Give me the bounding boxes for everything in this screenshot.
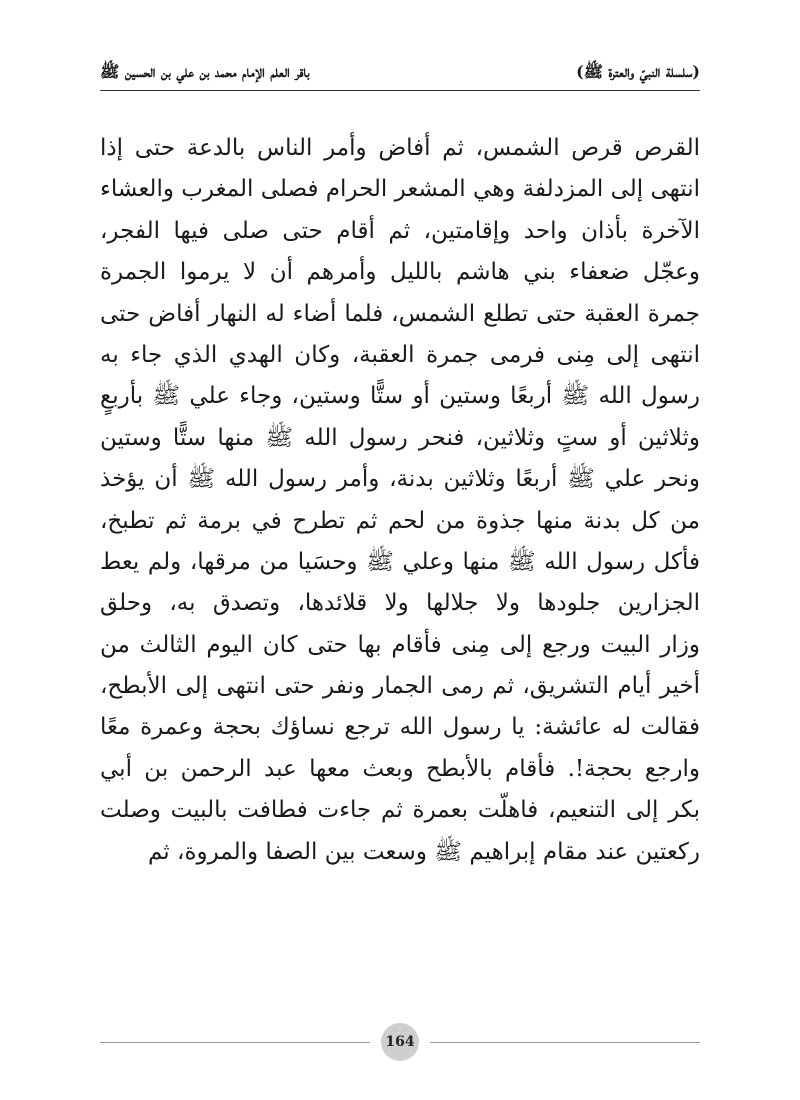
text-line: انتهى إلى مِنى فرمى جمرة العقبة، وكان الهدي الذي جاء به [100,341,700,368]
text-line: ونحر علي ﷺ أربعًا وثلاثين بدنة، وأمر رسول الله ﷺ أن يؤخذ [100,466,700,493]
text-line: جمرة العقبة حتى تطلع الشمس، فلما أضاء له النهار أفاض حتى [100,300,700,327]
footer-rule-left [100,1042,370,1043]
footer-rule-right [430,1042,700,1043]
text-line: وزار البيت ورجع إلى مِنى فأقام بها حتى كان اليوم الثالث من [100,631,700,658]
text-line: ركعتين عند مقام إبراهيم ﷺ وسعت بين الصفا والمروة، ثم [148,838,700,865]
text-line: الآخرة بأذان واحد وإقامتين، ثم أقام حتى صلى فيها الفجر، [100,217,700,244]
text-line: بكر إلى التنعيم، فاهلّت بعمرة ثم جاءت فطافت بالبيت وصلت [100,797,700,824]
header-divider [100,90,700,91]
text-line: فقالت له عائشة: يا رسول الله ترجع نساؤك بحجة وعمرة معًا [100,714,700,741]
text-line: رسول الله ﷺ أربعًا وستين أو ستًّا وستين، وجاء علي ﷺ بأربعٍ [100,383,700,410]
running-header [100,48,700,88]
text-line: القرص قرص الشمس، ثم أفاض وأمر الناس بالدعة حتى إذا [100,135,700,161]
text-line: من كل بدنة منها جذوة من لحم ثم تطرح في برمة ثم تطبخ، [100,507,700,534]
book-title: باقر العلم الإمام محمد بن علي بن الحسين ﷺ [100,62,310,81]
page-footer [100,1022,700,1062]
series-title: (سلسلة النبيّ والعترة ﷺ) [576,62,700,81]
text-line: وارجع بحجة!. فأقام بالأبطح وبعث معها عبد الرحمن بن أبي [100,755,700,782]
text-line: الجزارين جلودها ولا جلالها ولا قلائدها، وتصدق به، وحلق [100,590,700,617]
text-line: انتهى إلى المزدلفة وهي المشعر الحرام فصلى المغرب والعشاء [100,176,700,203]
text-line: فأكل رسول الله ﷺ منها وعلي ﷺ وحسَيا من مرقها، ولم يعط [100,548,700,575]
page-body [100,128,700,873]
page-number: 164 [381,1023,419,1061]
text-line: وعجّل ضعفاء بني هاشم بالليل وأمرهم أن لا يرموا الجمرة [100,259,700,286]
text-line: وثلاثين أو ستٍ وثلاثين، فنحر رسول الله ﷺ منها ستًّا وستين [100,424,700,451]
text-line: أخير أيام التشريق، ثم رمى الجمار ونفر حتى انتهى إلى الأبطح، [100,673,700,700]
